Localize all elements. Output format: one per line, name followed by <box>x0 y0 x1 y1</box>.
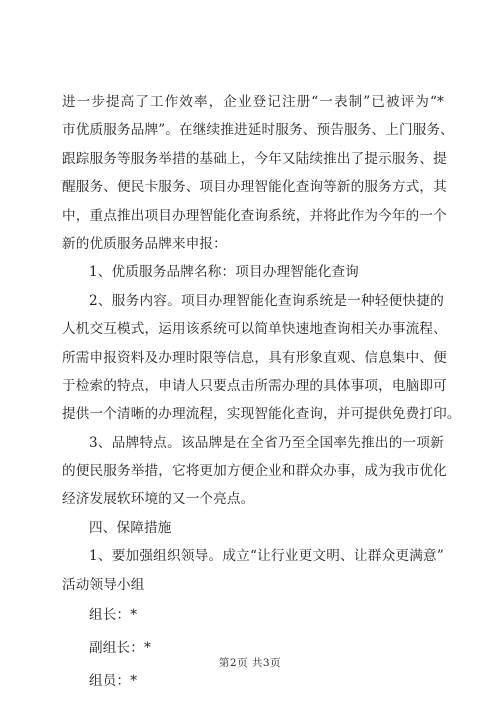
text-line: 于检索的特点，申请人只要点击所需办理的具体事项，电脑即可 <box>62 377 447 394</box>
text-line: 市优质服务品牌”。在继续推进延时服务、预告服务、上门服务、 <box>62 122 454 139</box>
text-line: 经济发展软环境的又一个亮点。 <box>62 491 255 508</box>
text-line: 2、服务内容。项目办理智能化查询系统是一种轻便快捷的 <box>89 292 444 309</box>
text-line: 1、优质服务品牌名称：项目办理智能化查询 <box>89 264 359 281</box>
text-line: 1、要加强组织领导。成立“让行业更文明、让群众更满意” <box>89 548 444 565</box>
text-line: 提供一个清晰的办理流程，实现智能化查询，并可提供免费打印。 <box>62 406 461 423</box>
page-number-footer: 第2页 共3页 <box>218 657 282 669</box>
text-line: 活动领导小组 <box>62 576 145 593</box>
text-line: 组员：* <box>89 673 138 690</box>
text-line: 新的优质服务品牌来申报： <box>62 235 227 252</box>
text-line: 中，重点推出项目办理智能化查询系统，并将此作为今年的一个 <box>62 207 447 224</box>
text-line: 跟踪服务等服务举措的基础上，今年又陆续推出了提示服务、提 <box>62 150 447 167</box>
section-heading: 四、保障措施 <box>89 519 172 536</box>
text-line: 进一步提高了工作效率，企业登记注册“一表制”已被评为“* <box>62 94 444 110</box>
text-line: 人机交互模式，运用该系统可以简单快速地查询相关办事流程、 <box>62 321 447 338</box>
text-line: 所需申报资料及办理时限等信息，具有形象直观、信息集中、便 <box>62 349 447 366</box>
text-line: 3、品牌特点。该品牌是在全省乃至全国率先推出的一项新 <box>89 434 444 451</box>
text-line: 醒服务、便民卡服务、项目办理智能化查询等新的服务方式，其 <box>62 179 447 196</box>
document-body <box>62 88 461 698</box>
text-line: 副组长：* <box>89 640 151 657</box>
text-line: 的便民服务举措，它将更加方便企业和群众办事，成为我市优化 <box>62 463 447 480</box>
text-line: 组长：* <box>89 607 138 624</box>
